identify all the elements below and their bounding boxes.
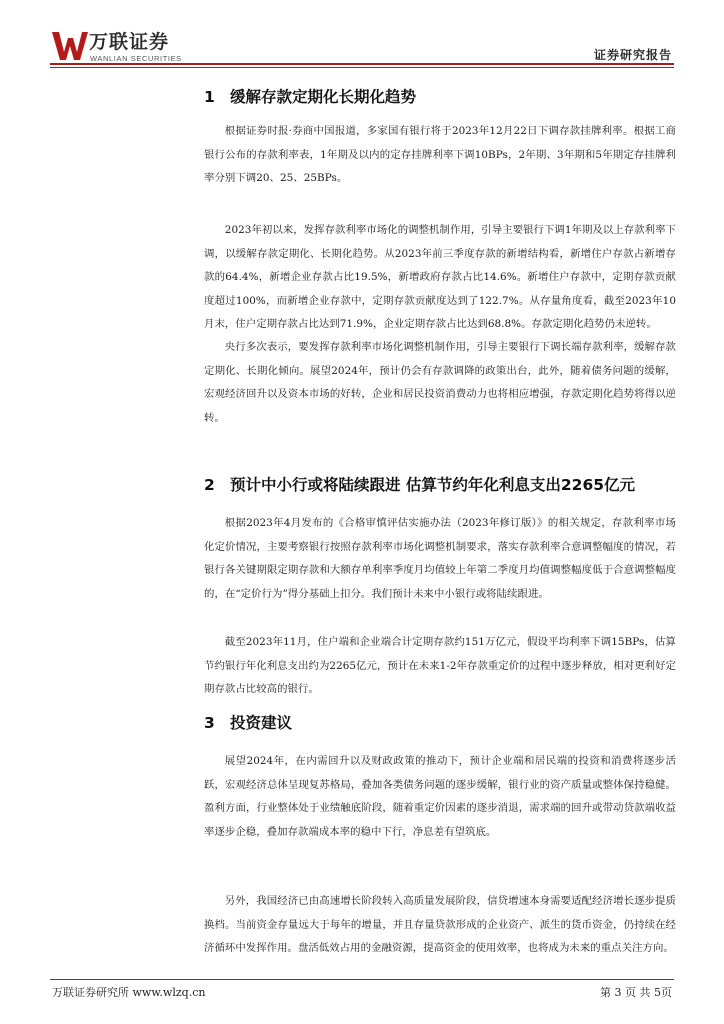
report-type-label: 证券研究报告 xyxy=(593,48,672,62)
company-logo xyxy=(52,30,192,64)
section-3-heading xyxy=(204,710,292,736)
paragraph: 根据2023年4月发布的《合格审慎评估实施办法（2023年修订版）》的相关规定，存款利率市场化定价情况，主要考察银行按照存款利率市场化调整机制要求，落实存款利率合意调整幅度的情况，若银行各关键期限定期存款和大额存单利率季度月均值较上年第二季度月均值调整幅度低于合意调整幅度的，在“定价行为”得分基础上扣分。我们预计未来中小银行或将陆续跟进。 xyxy=(204,517,676,600)
section-number: 2 xyxy=(204,476,215,494)
page-number: 第 3 页 共 5页 xyxy=(600,986,672,999)
header-divider xyxy=(50,63,674,65)
logo-english-name: WANLIAN SECURITIES xyxy=(90,54,182,63)
paragraph: 展望2024年，在内需回升以及财政政策的推动下，预计企业端和居民端的投资和消费将逐步活跃，宏观经济总体呈现复苏格局，叠加各类债务问题的逐步缓解，银行业的资产质量或整体保持稳健。盈利方面，行业整体处于业绩触底阶段，随着重定价因素的逐步消退，需求端的回升或带动贷款端收益率逐步企稳，叠加存款端成本率的稳中下行，净息差有望筑底。 xyxy=(204,755,676,838)
paragraph: 央行多次表示，要发挥存款利率市场化调整机制作用，引导主要银行下调长端存款利率，缓解存款定期化、长期化倾向。展望2024年，预计仍会有存款调降的政策出台，此外，随着债务问题的缓解，宏观经济回升以及资本市场的好转，企业和居民投资消费动力也将相应增强，存款定期化趋势将得以逆转。 xyxy=(204,341,676,424)
section-number: 3 xyxy=(204,714,215,732)
header-divider-thin xyxy=(50,67,674,68)
section-1-heading xyxy=(204,84,416,110)
paragraph: 根据证券时报·券商中国报道，多家国有银行将于2023年12月22日下调存款挂牌利率。根据工商银行公布的存款利率表，1年期及以内的定存挂牌利率下调10BPs，2年期、3年期和5年期定存挂牌利率分别下调20、25、25BPs。 xyxy=(204,125,676,184)
page-header xyxy=(0,0,724,70)
section-title: 预计中小行或将陆续跟进 估算节约年化利息支出2265亿元 xyxy=(230,476,636,494)
section-number: 1 xyxy=(204,88,215,106)
paragraph: 2023年初以来，发挥存款利率市场化的调整机制作用，引导主要银行下调1年期及以上存款利率下调，以缓解存款定期化、长期化趋势。从2023年前三季度存款的新增结构看，新增住户存款占新增存款的64.4%，新增企业存款占比19.5%，新增政府存款占比14.6%。新增住户存款中，定期存款贡献度超过100%，而新增企业存款中，定期存款贡献度达到了122.7%。从存量角度看，截至2023年10月末，住户定期存款占比达到71.9%，企业定期存款占比达到68.8%。存款定期化趋势仍未逆转。 xyxy=(204,224,676,330)
section-2-heading xyxy=(204,472,635,498)
logo-chinese-name: 万联证券 xyxy=(89,31,170,53)
footer-divider xyxy=(50,979,674,980)
paragraph: 另外，我国经济已由高速增长阶段转入高质量发展阶段，信贷增速本身需要适配经济增长逐步提质换档。当前资金存量远大于每年的增量，并且存量贷款形成的企业资产、派生的货币资金，仍持续在经济循环中发挥作用。盘活低效占用的金融资源，提高资金的使用效率，也将成为未来的重点关注方向。 xyxy=(204,895,676,954)
footer-source: 万联证券研究所 www.wlzq.cn xyxy=(52,986,206,999)
section-title: 投资建议 xyxy=(230,714,293,732)
section-title: 缓解存款定期化长期化趋势 xyxy=(230,88,417,106)
paragraph: 截至2023年11月，住户端和企业端合计定期存款约151万亿元，假设平均利率下调15BPs，估算节约银行年化利息支出约为2265亿元，预计在未来1-2年存款重定价的过程中逐步释放，相对更利好定期存款占比较高的银行。 xyxy=(204,636,676,695)
wanlian-logo-icon xyxy=(52,30,88,62)
